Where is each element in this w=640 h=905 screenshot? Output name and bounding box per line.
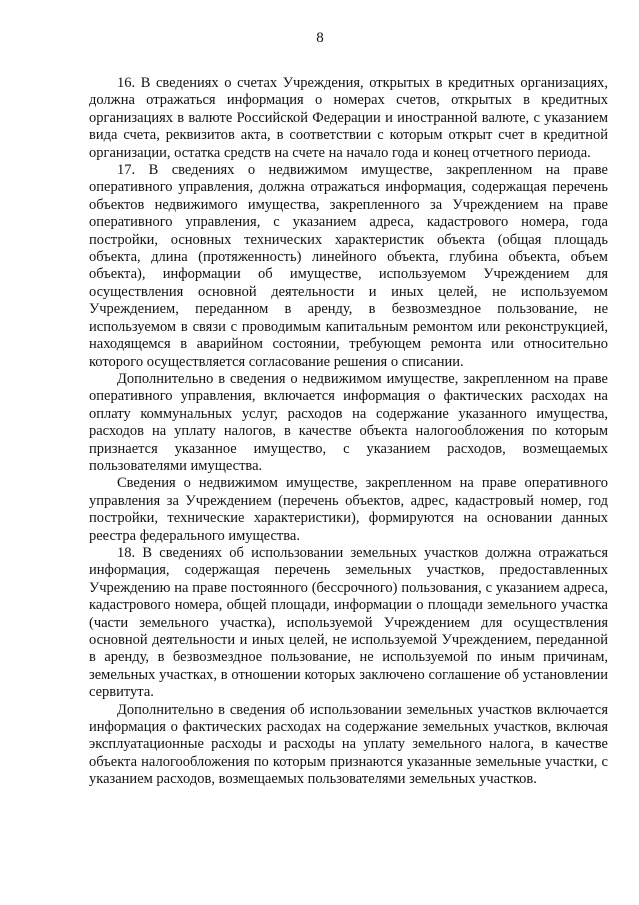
paragraph-16-bank-accounts: 16. В сведениях о счетах Учреждения, открытых в кредитных организациях, должна отражаться информация о номерах счетов, открытых в кредитных организациях в валюте Российской Федерации и иностранной валюте, с указанием вида счета, реквизитов акта, в соответствии с которым открыт счет в кредитной организации, остатка средств на счете на начало года и конец отчетного периода. <box>89 75 608 161</box>
paragraph-17-real-estate: 17. В сведениях о недвижимом имуществе, закрепленном на праве оперативного управления, должна отражаться информация, содержащая перечень объектов недвижимого имущества, закрепленного за Учреждением на праве оперативного управления, с указанием адреса, кадастрового номера, года постройки, основных технических характеристик объекта (общая площадь объекта, длина (протяженность) линейного объекта, глубина объекта, объем объекта), информации об имуществе, используемом Учреждением для осуществления основной деятельности и иных целей, не используемом Учреждением, переданном в аренду, в безвозмездное пользование, не используемом в связи с проводимым капитальным ремонтом или реконструкцией, находящемся в аварийном состоянии, требующем ремонта или относительно которого осуществляется согласование решения о списании. <box>89 162 608 370</box>
paragraph-real-estate-expenses: Дополнительно в сведения о недвижимом имуществе, закрепленном на праве оперативного управления, включается информация о фактических расходах на оплату коммунальных услуг, расходов на содержание указанного имущества, расходов на уплату налогов, в качестве объекта налогообложения по которым признается указанное имущество, с указанием расходов, возмещаемых пользователями имущества. <box>89 370 608 474</box>
document-body <box>89 75 608 789</box>
paragraph-18-land-plots: 18. В сведениях об использовании земельных участков должна отражаться информация, содержащая перечень земельных участков, предоставленных Учреждению на праве постоянного (бессрочного) пользования, с указанием адреса, кадастрового номера, общей площади, информации о площади земельного участка (части земельного участка), используемой Учреждением для осуществления основной деятельности и иных целей, не используемой Учреждением, переданной в аренду, в безвозмездное пользование, не используемой по иным причинам, земельных участках, в отношении которых заключено соглашение об установлении сервитута. <box>89 544 608 701</box>
paragraph-real-estate-registry: Сведения о недвижимом имуществе, закрепленном на праве оперативного управления за Учреждением (перечень объектов, адрес, кадастровый номер, год постройки, технические характеристики), формируются на основании данных реестра федерального имущества. <box>89 475 608 544</box>
paragraph-land-plot-expenses: Дополнительно в сведения об использовании земельных участков включается информация о фактических расходах на содержание земельных участков, включая эксплуатационные расходы и расходы на уплату земельного налога, в качестве объекта налогообложения по которым признаются указанные земельные участки, с указанием расходов, возмещаемых пользователями земельных участков. <box>89 701 608 788</box>
page-number: 8 <box>316 30 324 46</box>
